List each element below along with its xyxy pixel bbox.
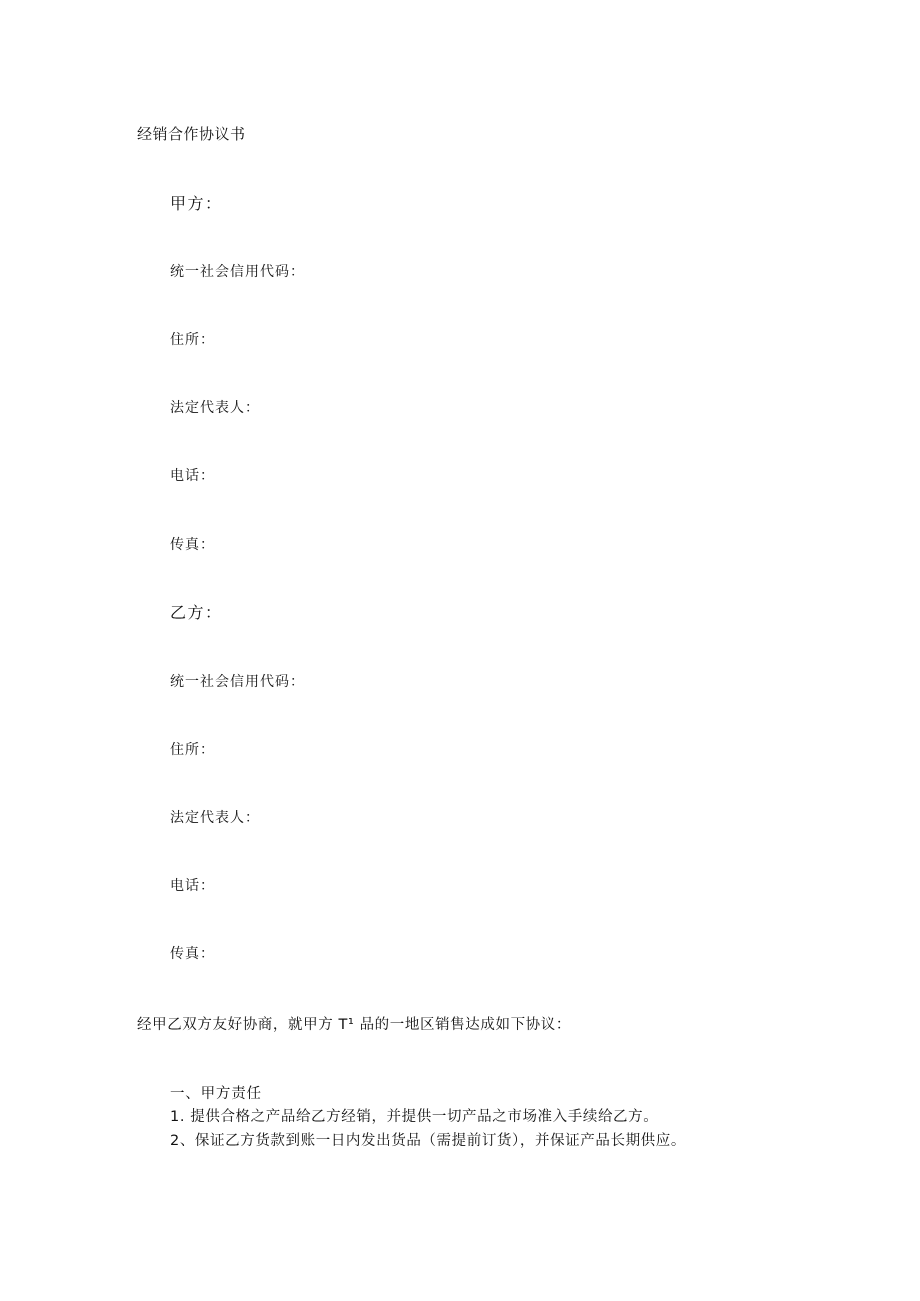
party-a-phone-label: 电话： [170, 468, 215, 484]
section-heading-party-a-duties: 一、甲方责任 [170, 1086, 262, 1102]
party-b-phone-label: 电话： [170, 878, 215, 894]
clause-item: 2、保证乙方货款到账一日内发出货品（需提前订货），并保证产品长期供应。 [170, 1133, 686, 1149]
party-b-heading: 乙方： [170, 603, 223, 622]
party-b-legal-rep-label: 法定代表人： [170, 810, 260, 826]
party-b-fax-label: 传真： [170, 946, 215, 962]
party-a-legal-rep-label: 法定代表人： [170, 400, 260, 416]
document-title: 经销合作协议书 [137, 125, 246, 143]
agreement-intro: 经甲乙双方友好协商，就甲方 T¹ 品的一地区销售达成如下协议： [137, 1017, 571, 1033]
party-b-credit-code-label: 统一社会信用代码： [170, 674, 305, 690]
party-a-address-label: 住所： [170, 332, 215, 348]
party-a-credit-code-label: 统一社会信用代码： [170, 264, 305, 280]
party-b-address-label: 住所： [170, 742, 215, 758]
clause-item: 1. 提供合格之产品给乙方经销，并提供一切产品之市场准入手续给乙方。 [170, 1109, 659, 1125]
party-a-fax-label: 传真： [170, 537, 215, 553]
party-a-heading: 甲方： [170, 194, 223, 213]
